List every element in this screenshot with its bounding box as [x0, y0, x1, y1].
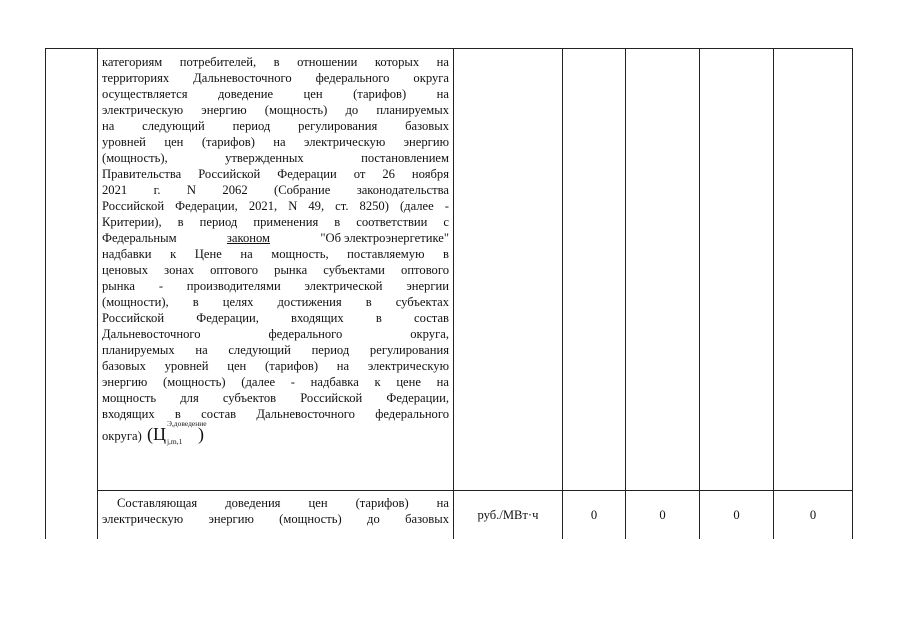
- value: [563, 49, 625, 65]
- line-text: Федеральным: [102, 231, 177, 245]
- value: 0: [809, 508, 817, 522]
- value-cell-2: [626, 491, 700, 540]
- description-cell: [98, 491, 454, 540]
- law-link[interactable]: законом: [226, 231, 271, 245]
- description-line: электрическую энергию (мощность) до базовых: [102, 512, 449, 526]
- row-number-cell: [46, 491, 98, 540]
- value: 0: [659, 508, 666, 522]
- description-line: осуществляется доведение цен (тарифов) на: [102, 87, 449, 101]
- description-line: Российской Федерации, 2021, N 49, ст. 8250) (далее -: [102, 199, 449, 213]
- value-cell-3: [700, 491, 774, 540]
- description-line: 2021 г. N 2062 (Собрание законодательства: [102, 183, 449, 197]
- value: [626, 49, 699, 65]
- unit-label: руб./МВт·ч: [477, 508, 539, 522]
- description-line: [102, 419, 449, 446]
- unit-label: [454, 49, 562, 65]
- value-cell-3: [700, 49, 774, 491]
- description-line: Правительства Российской Федерации от 26 ноября: [102, 167, 449, 181]
- description-line: ценовых зонах оптового рынка субъектами оптового: [102, 263, 449, 277]
- description-line: уровней цен (тарифов) на электрическую энергию: [102, 135, 449, 149]
- line-text: округа): [102, 429, 145, 443]
- formula-subscript: j,m,1: [166, 437, 183, 446]
- description-line: базовых уровней цен (тарифов) на электрическую: [102, 359, 449, 373]
- description-cell: [98, 49, 454, 491]
- description-text: [98, 491, 453, 527]
- formula-base: (Ц: [146, 424, 166, 444]
- value: [774, 49, 852, 65]
- description-line: электрическую энергию (мощность) до планируемых: [102, 103, 449, 117]
- table-row: [46, 49, 853, 491]
- unit-cell: [454, 49, 563, 491]
- law-title: "Об электроэнергетике": [320, 231, 449, 245]
- value-cell-1: [563, 49, 626, 491]
- table-row: [46, 491, 853, 540]
- description-line: надбавки к Цене на мощность, поставляемую в: [102, 247, 449, 261]
- value-cell-1: [563, 491, 626, 540]
- formula-superscript: Э,доведение: [166, 419, 207, 428]
- description-line: Критерии), в период применения в соответствии с: [102, 215, 449, 229]
- description-line: на следующий период регулирования базовых: [102, 119, 449, 133]
- value: 0: [590, 508, 598, 522]
- description-line: рынка - производителями электрической энергии: [102, 279, 449, 293]
- description-line: энергию (мощность) (далее - надбавка к цене на: [102, 375, 449, 389]
- description-line: [102, 230, 449, 246]
- value: [700, 49, 773, 65]
- description-text: [98, 49, 453, 444]
- value-cell-4: [774, 49, 853, 491]
- description-line: (мощность), утвержденных постановлением: [102, 151, 449, 165]
- description-line: входящих в состав Дальневосточного федерального: [102, 407, 449, 421]
- value-cell-2: [626, 49, 700, 491]
- description-line: (мощности), в целях достижения в субъектах: [102, 295, 449, 309]
- description-line: мощность для субъектов Российской Федерации,: [102, 391, 449, 405]
- description-line: Российской Федерации, входящих в состав: [102, 311, 449, 325]
- row-number-cell: [46, 49, 98, 491]
- value: 0: [733, 508, 740, 522]
- formula-close: ): [197, 424, 204, 444]
- unit-cell: [454, 491, 563, 540]
- tariff-table: [45, 48, 853, 539]
- formula-symbol: [146, 419, 207, 446]
- value-cell-4: [774, 491, 853, 540]
- description-line: Дальневосточного федерального округа,: [102, 327, 449, 341]
- description-line: планируемых на следующий период регулирования: [102, 343, 449, 357]
- description-line: категориям потребителей, в отношении которых на: [102, 55, 449, 69]
- description-line: территориях Дальневосточного федерального округа: [102, 71, 449, 85]
- description-line: Составляющая доведения цен (тарифов) на: [117, 496, 449, 510]
